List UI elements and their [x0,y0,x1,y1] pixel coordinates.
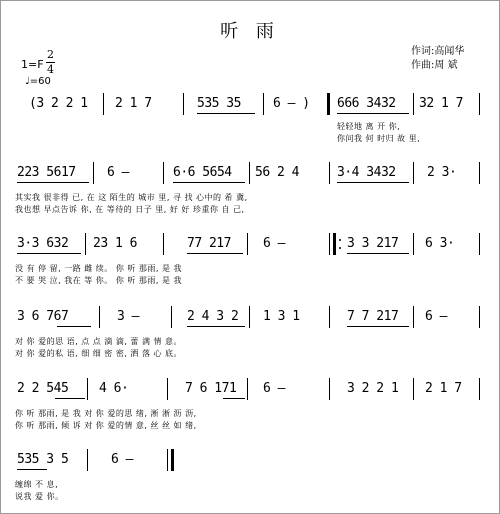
measure: 3·3 632 [17,236,69,251]
underline [347,253,409,254]
measure: 6 – [111,452,133,467]
bar-line [163,233,164,255]
bar-line [329,162,330,184]
bar-line [327,93,330,115]
repeat-bar [333,233,336,255]
underline [337,113,409,114]
measure: 6 – [263,236,285,251]
bar-line [93,162,94,184]
time-signature-numerator: 2 [47,48,54,61]
lyric-line-1: 你 听 那雨, 是 我 对 你 爱的思 绪, 淅 淅 沥 沥, [15,409,197,418]
final-bar-thin [167,449,168,471]
lyric-line-2: 对 你 爱的私 语, 细 细 密 密, 洒 落 心 底。 [15,349,183,358]
tempo-marking: ♩=60 [25,76,51,87]
bar-line [413,93,414,115]
lyric-line-1: 轻轻地 离 开 你, [337,122,401,131]
measure: 666 3432 [337,96,396,111]
underline [347,326,409,327]
bar-line [329,306,330,328]
bar-line [329,233,330,255]
measure: 3 3 217 [347,236,399,251]
bar-line [479,233,480,255]
lyric-line-2: 我也想 早点告诉 你, 在 等待的 日子 里, 好 好 珍重你 自 己, [15,205,245,214]
bar-line [247,233,248,255]
measure: 3·4 3432 [337,165,396,180]
repeat-dot [339,247,341,249]
underline [173,182,245,183]
measure: (3 2 2 1 [29,96,88,111]
song-title: 听 雨 [220,21,280,42]
bar-line [479,306,480,328]
measure: 2 2 545 [17,381,69,396]
measure: 3 6 767 [17,309,69,324]
measure: 23 1 6 [93,236,137,251]
bar-line [167,378,168,400]
measure: 2 3· [427,165,457,180]
bar-line [413,306,414,328]
measure: 6 – [425,309,447,324]
lyricist-credit: 作词:高闻华 [411,46,465,57]
measure: 535 3 5 [17,452,69,467]
bar-line [87,378,88,400]
bar-line [247,378,248,400]
measure: 32 1 7 [419,96,463,111]
bar-line [413,162,414,184]
measure: 4 6· [99,381,129,396]
underline [17,469,47,470]
underline [17,182,89,183]
underline [187,253,243,254]
lyric-line-2: 不 要 哭 泣, 我在 等 你。 你 听 那雨, 是 我 [15,276,183,285]
lyric-line-1: 没 有 停 留, 一路 雌 续。 你 听 那雨, 是 我 [15,264,183,273]
measure: 3 – [117,309,139,324]
bar-line [479,162,480,184]
lyric-line-2: 你问我 何 时归 故 里, [337,134,421,143]
underline [17,253,81,254]
lyric-line-1: 其实我 很非得 已, 在 这 陌生的 城市 里, 寻 找 心中的 希 冀, [15,193,248,202]
measure: 6 – ) [273,96,310,111]
measure: 6 3· [425,236,455,251]
lyric-line-1: 缠绵 不 息, [15,480,59,489]
bar-line [171,306,172,328]
bar-line [85,233,86,255]
bar-line [163,162,164,184]
bar-line [329,378,330,400]
underline [187,326,245,327]
lyric-line-1: 对 你 爱的思 语, 点 点 滴 滴, 蕾 满 情 意。 [15,337,183,346]
bar-line [183,93,184,115]
bar-line [87,449,88,471]
measure: 6 – [107,165,129,180]
composer-credit: 作曲:周 斌 [411,60,458,71]
underline [223,398,245,399]
measure: 223 5617 [17,165,76,180]
measure: 1 3 1 [263,309,300,324]
underline [197,113,255,114]
measure: 2 1 7 [425,381,462,396]
repeat-dot [339,239,341,241]
lyric-line-2: 说我 爱 你。 [15,492,64,501]
key-signature: 1=F [21,58,44,71]
measure: 2 1 7 [115,96,152,111]
bar-line [413,378,414,400]
measure: 3 2 2 1 [347,381,399,396]
measure: 7 6 171 [185,381,237,396]
bar-line [479,93,480,115]
lyric-line-2: 你 听 那雨, 倾 诉 对 你 爱的情 意, 丝 丝 如 绪, [15,421,197,430]
time-signature-denominator: 4 [47,63,54,76]
bar-line [103,93,104,115]
measure: 77 217 [187,236,231,251]
bar-line [413,233,414,255]
bar-line [263,93,264,115]
underline [55,398,85,399]
measure: 6·6 5654 [173,165,232,180]
bar-line [479,378,480,400]
underline [337,182,409,183]
measure: 6 – [263,381,285,396]
measure: 535 35 [197,96,241,111]
underline [57,326,91,327]
bar-line [249,306,250,328]
bar-line [249,162,250,184]
measure: 56 2 4 [255,165,299,180]
final-bar-thick [171,449,174,471]
bar-line [99,306,100,328]
measure: 7 7 217 [347,309,399,324]
measure: 2 4 3 2 [187,309,239,324]
